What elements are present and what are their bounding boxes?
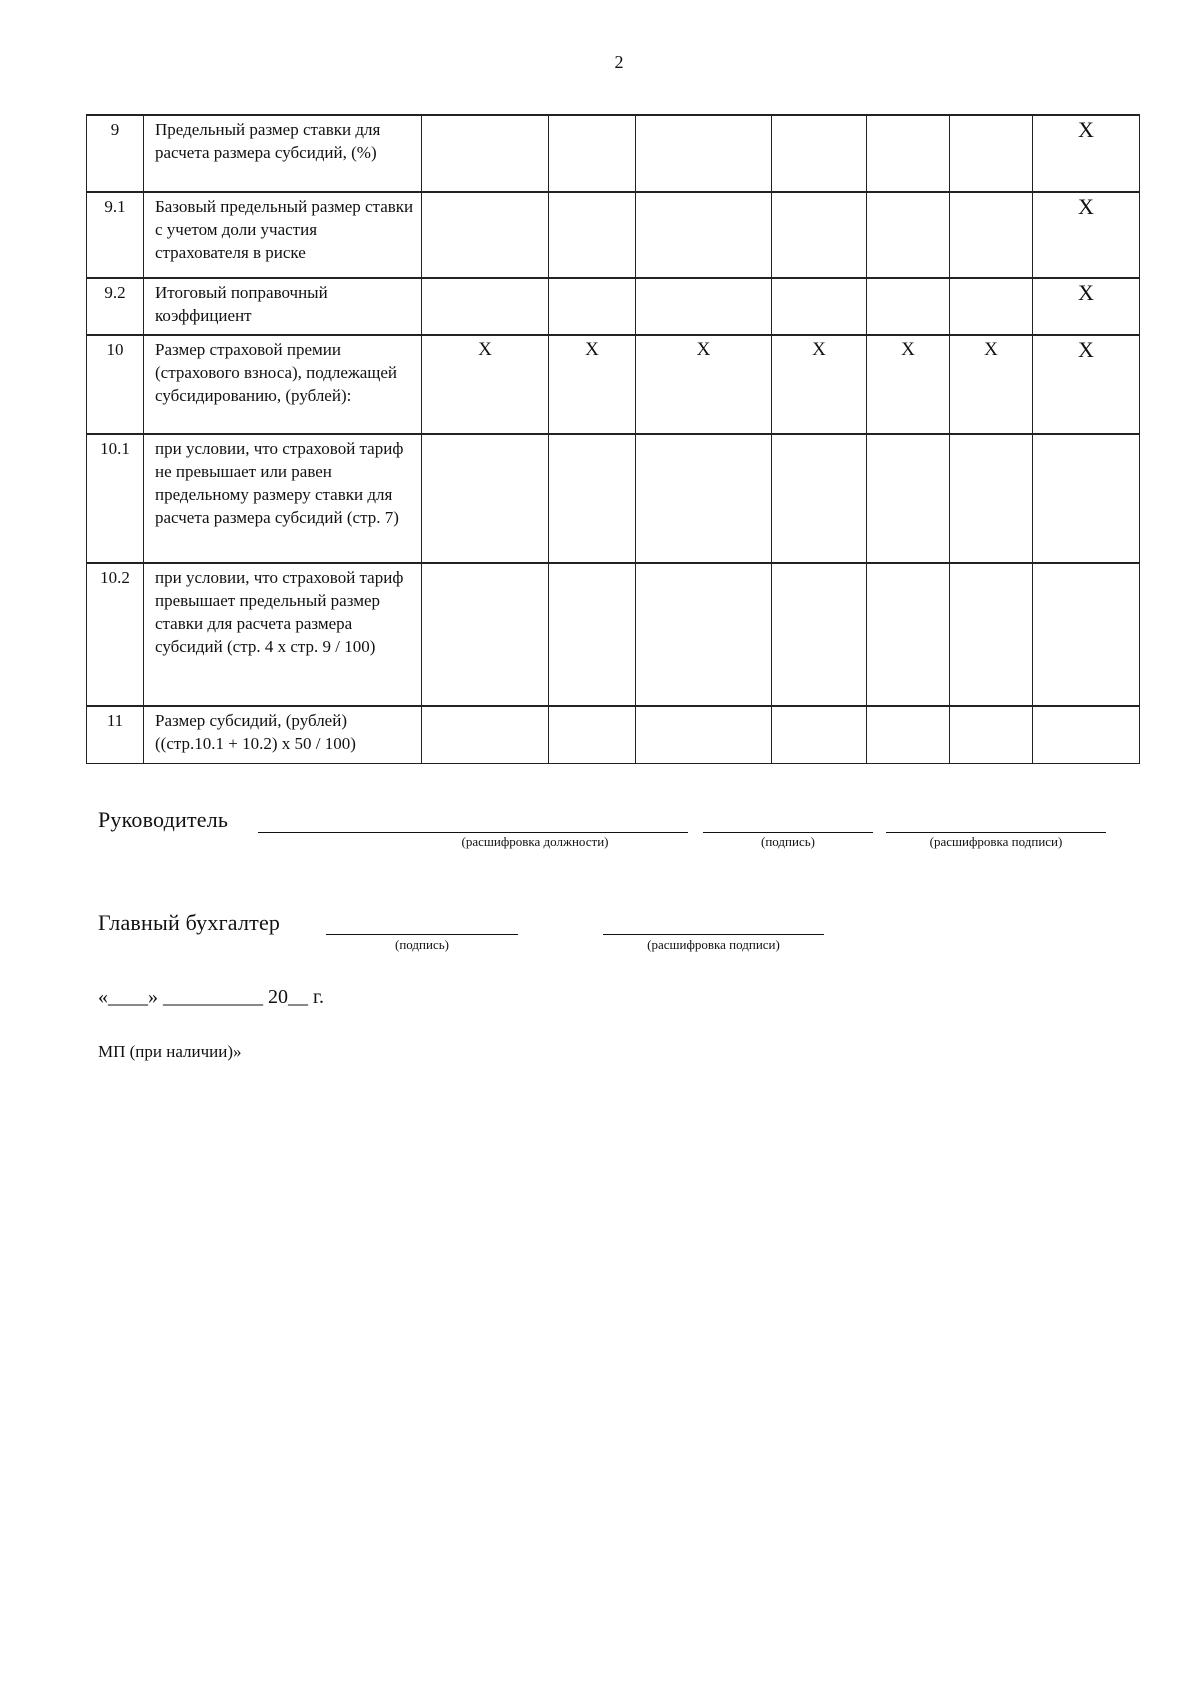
table-row <box>87 192 1140 278</box>
table-cell[interactable] <box>422 278 549 335</box>
table-cell[interactable] <box>950 563 1033 706</box>
x-mark: X <box>1033 115 1140 192</box>
table-cell[interactable] <box>772 278 867 335</box>
position-caption: (расшифровка должности) <box>461 834 609 849</box>
table-cell[interactable] <box>950 192 1033 278</box>
table-cell[interactable] <box>867 563 950 706</box>
table-row <box>87 115 1140 192</box>
table-cell[interactable] <box>636 706 772 763</box>
accountant-signature-line[interactable] <box>326 934 518 935</box>
date-line: «____» __________ 20__ г. <box>98 986 324 1008</box>
table-cell[interactable] <box>549 434 636 563</box>
x-mark: X <box>950 335 1033 434</box>
page-number: 2 <box>614 52 624 72</box>
table-row <box>87 434 1140 563</box>
table-cell[interactable] <box>772 115 867 192</box>
row-label: Итоговый поправочный коэффициент <box>144 278 422 335</box>
table-cell[interactable] <box>636 434 772 563</box>
accountant-decoding-caption: (расшифровка подписи) <box>647 937 780 952</box>
row-label: при условии, что страховой тариф не превышает или равен предельному размеру ставки для расчета размера субсидий (стр. 7) <box>144 434 422 563</box>
table-cell[interactable] <box>549 563 636 706</box>
table-cell[interactable] <box>867 434 950 563</box>
table-row <box>87 706 1140 763</box>
table-cell[interactable] <box>950 706 1033 763</box>
table-cell[interactable] <box>1033 563 1140 706</box>
table-cell[interactable] <box>549 706 636 763</box>
table-cell[interactable] <box>549 192 636 278</box>
table-cell[interactable] <box>867 192 950 278</box>
table-row <box>87 335 1140 434</box>
x-mark: X <box>1033 335 1140 434</box>
accountant-signature-caption: (подпись) <box>395 937 449 952</box>
decoding-line[interactable] <box>886 832 1106 833</box>
table-cell[interactable] <box>772 706 867 763</box>
subsidy-calculation-table <box>86 114 1140 764</box>
table-cell[interactable] <box>772 434 867 563</box>
row-label: Размер страховой премии (страхового взноса), подлежащей субсидированию, (рублей): <box>144 335 422 434</box>
x-mark: X <box>867 335 950 434</box>
row-number: 11 <box>87 706 144 763</box>
table-cell[interactable] <box>636 563 772 706</box>
head-title: Руководитель <box>98 807 229 832</box>
table-cell[interactable] <box>636 192 772 278</box>
x-mark: X <box>636 335 772 434</box>
position-line[interactable] <box>258 832 688 833</box>
signature-caption: (подпись) <box>761 834 815 849</box>
row-number: 9 <box>87 115 144 192</box>
x-mark: X <box>549 335 636 434</box>
accountant-decoding-line[interactable] <box>603 934 824 935</box>
decoding-caption: (расшифровка подписи) <box>929 834 1063 849</box>
table-cell[interactable] <box>1033 434 1140 563</box>
table-cell[interactable] <box>867 278 950 335</box>
row-label: при условии, что страховой тариф превышает предельный размер ставки для расчета размера субсидий (стр. 4 х стр. 9 / 100) <box>144 563 422 706</box>
table-cell[interactable] <box>950 278 1033 335</box>
table-cell[interactable] <box>636 115 772 192</box>
row-number: 10 <box>87 335 144 434</box>
row-label: Предельный размер ставки для расчета размера субсидий, (%) <box>144 115 422 192</box>
table-cell[interactable] <box>867 706 950 763</box>
row-number: 9.1 <box>87 192 144 278</box>
x-mark: X <box>1033 192 1140 278</box>
table-cell[interactable] <box>422 434 549 563</box>
x-mark: X <box>1033 278 1140 335</box>
table-cell[interactable] <box>422 563 549 706</box>
table-cell[interactable] <box>422 115 549 192</box>
table-cell[interactable] <box>636 278 772 335</box>
table-cell[interactable] <box>422 706 549 763</box>
row-number: 9.2 <box>87 278 144 335</box>
table-cell[interactable] <box>772 192 867 278</box>
table-cell[interactable] <box>549 278 636 335</box>
accountant-title: Главный бухгалтер <box>98 910 281 935</box>
x-mark: X <box>422 335 549 434</box>
row-label: Размер субсидий, (рублей) ((стр.10.1 + 10.2) х 50 / 100) <box>144 706 422 763</box>
row-number: 10.2 <box>87 563 144 706</box>
table-cell[interactable] <box>422 192 549 278</box>
table-cell[interactable] <box>772 563 867 706</box>
table-cell[interactable] <box>950 115 1033 192</box>
stamp-note: МП (при наличии)» <box>98 1042 242 1061</box>
table-cell[interactable] <box>549 115 636 192</box>
table-cell[interactable] <box>950 434 1033 563</box>
signature-line[interactable] <box>703 832 873 833</box>
x-mark: X <box>772 335 867 434</box>
row-label: Базовый предельный размер ставки с учетом доли участия страхователя в риске <box>144 192 422 278</box>
row-number: 10.1 <box>87 434 144 563</box>
table-row <box>87 278 1140 335</box>
table-row <box>87 563 1140 706</box>
table-cell[interactable] <box>1033 706 1140 763</box>
table-cell[interactable] <box>867 115 950 192</box>
